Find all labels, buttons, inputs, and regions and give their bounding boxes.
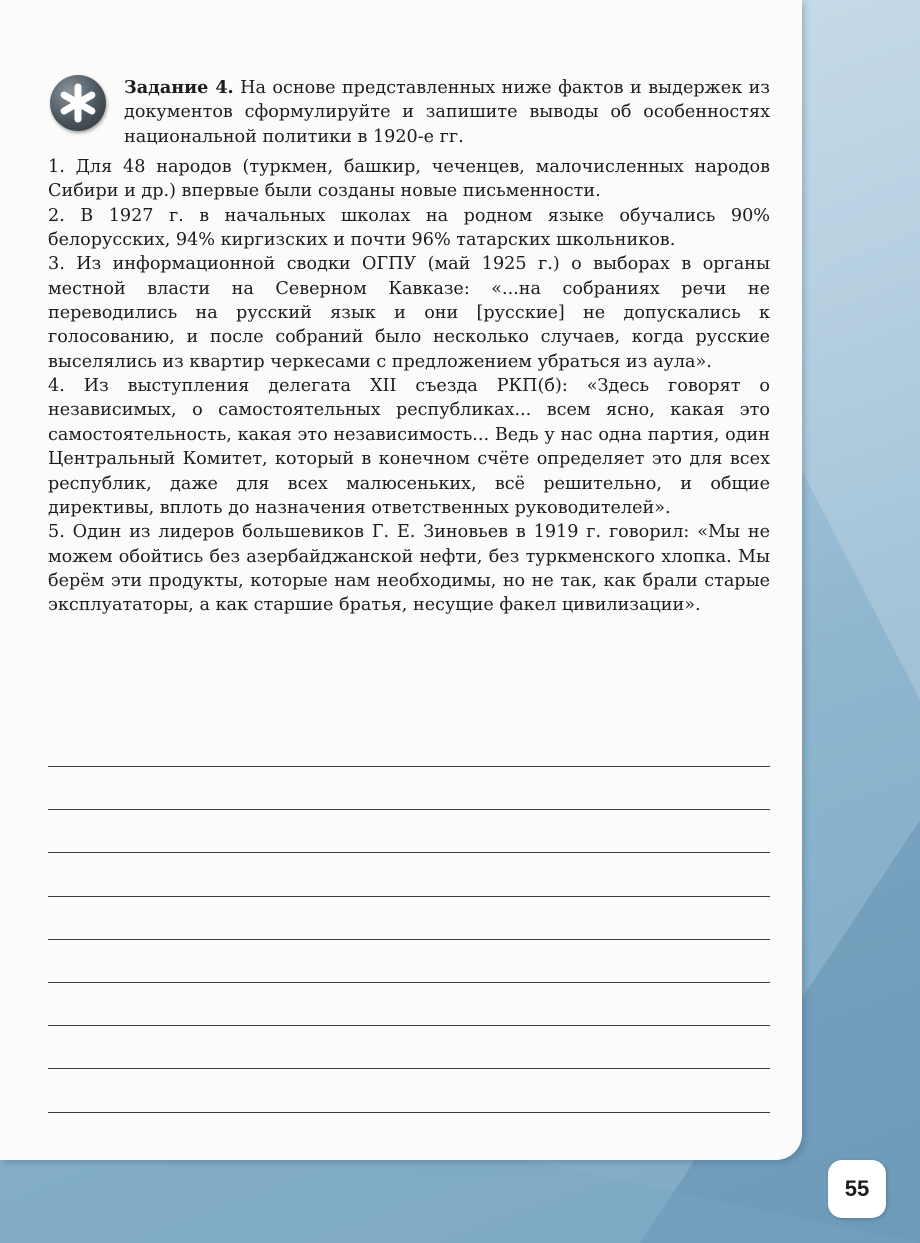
task-heading bbox=[48, 76, 770, 149]
fact-item: 1. Для 48 народов (туркмен, башкир, чеченцев, малочисленных народов Сибири и др.) впервые были созданы новые письменности. bbox=[48, 157, 770, 202]
answer-line[interactable] bbox=[48, 896, 770, 897]
answer-line[interactable] bbox=[48, 1112, 770, 1113]
task-instruction: На основе представленных ниже фактов и выдержек из документов сформулируйте и запишите выводы об особенностях национальной политики в 1920-е гг. bbox=[124, 78, 770, 147]
fact-item: 2. В 1927 г. в начальных школах на родном языке обучались 90% белорусских, 94% киргизских и почти 96% татарских школьников. bbox=[48, 205, 770, 251]
answer-line[interactable] bbox=[48, 982, 770, 983]
answer-line[interactable] bbox=[48, 939, 770, 940]
answer-line[interactable] bbox=[48, 1068, 770, 1069]
answer-line[interactable] bbox=[48, 1025, 770, 1026]
task-text-block bbox=[48, 76, 770, 618]
fact-item: 5. Один из лидеров большевиков Г. Е. Зиновьев в 1919 г. говорил: «Мы не можем обойтись без азербайджанской нефти, без туркменского хлопка. Мы берём эти продукты, которые нам необходимы, но не так, как брали старые эксплуататоры, а как старшие братья, несущие факел цивилизации». bbox=[48, 522, 770, 616]
fact-item: 4. Из выступления делегата XII съезда РКП(б): «Здесь говорят о независимых, о самостоятельных республиках... всем ясно, какая это самостоятельность, какая это независимость... Ведь у нас одна партия, один Центральный Комитет, который в конечном счёте определяет это для всех республик, даже для всех малюсеньких, всё решительно, и общие директивы, вплоть до назначения ответственных руководителей». bbox=[48, 376, 770, 518]
task-label: Задание 4. bbox=[124, 77, 234, 98]
page-number: 55 bbox=[828, 1160, 886, 1218]
fact-item: 3. Из информационной сводки ОГПУ (май 1925 г.) о выборах в органы местной власти на Северном Кавказе: «...на собраниях речи не переводились на русский язык и они [русские] не допускались к голосованию, и после собраний было несколько случаев, когда русские выселялись из квартир черкесами с предложением убраться из аула». bbox=[48, 254, 770, 372]
answer-line[interactable] bbox=[48, 809, 770, 810]
answer-line[interactable] bbox=[48, 852, 770, 853]
answer-lines[interactable] bbox=[48, 766, 770, 1155]
answer-line[interactable] bbox=[48, 766, 770, 767]
